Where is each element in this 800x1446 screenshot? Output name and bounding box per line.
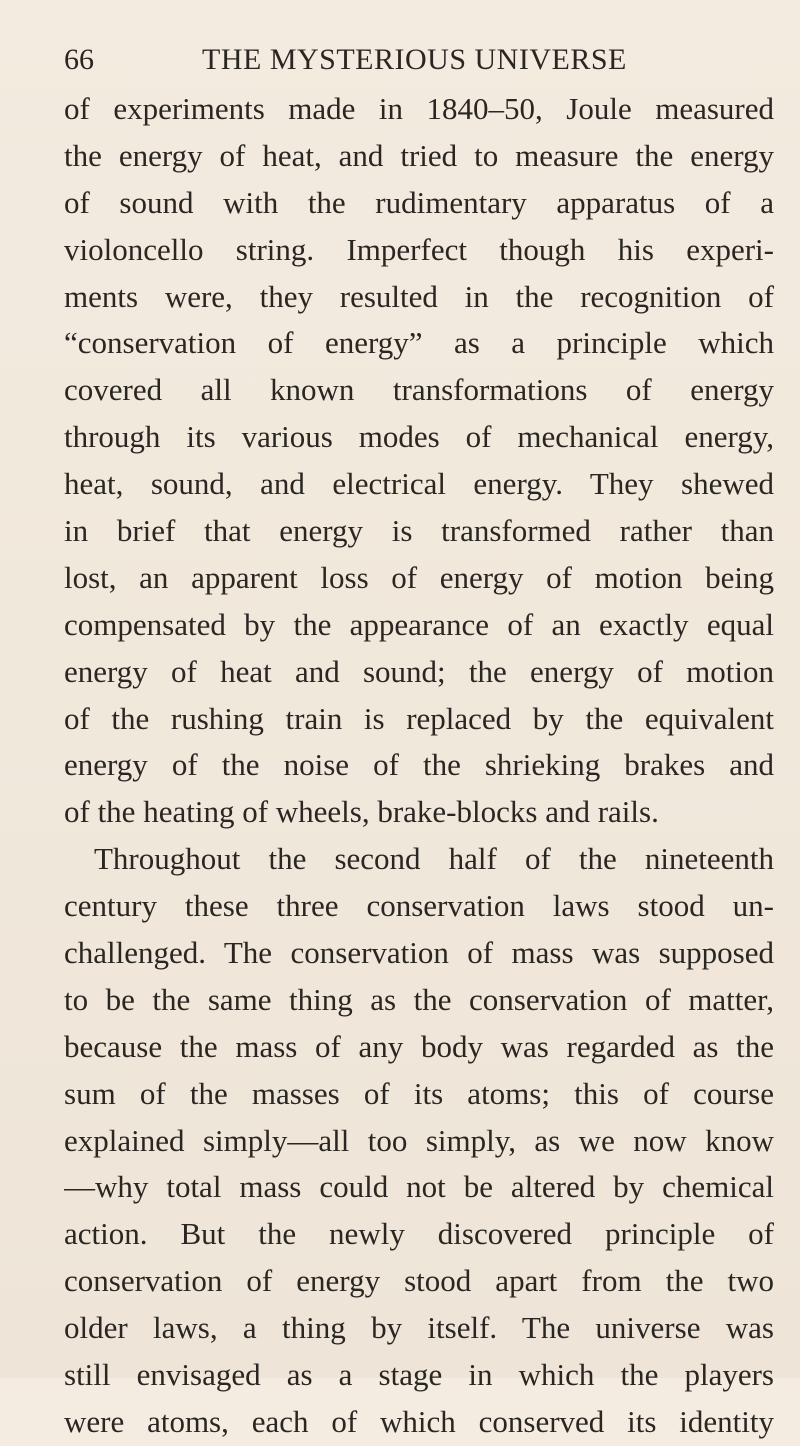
text-line: ments were, they resulted in the recognition of [64, 278, 774, 314]
text-line: covered all known transformations of energy [64, 372, 774, 408]
text-line: violoncello string. Imperfect though his experi- [64, 231, 774, 267]
text-line: explained simply—all too simply, as we now know [64, 1122, 774, 1158]
text-line: energy of heat and sound; the energy of motion [64, 653, 774, 689]
paragraph-2 [64, 836, 774, 1446]
text-line: through its various modes of mechanical energy, [64, 419, 774, 455]
paragraph-1 [64, 86, 774, 836]
text-line: sum of the masses of its atoms; this of course [64, 1075, 774, 1111]
text-line: older laws, a thing by itself. The universe was [64, 1310, 774, 1346]
text-line: were atoms, each of which conserved its identity [64, 1403, 774, 1439]
text-line: century these three conservation laws stood un- [64, 888, 774, 924]
body-text [64, 86, 774, 1446]
text-line: compensated by the appearance of an exactly equal [64, 606, 774, 642]
text-line: in brief that energy is transformed rather than [64, 513, 774, 549]
text-line: of the heating of wheels, brake-blocks and rails. [64, 794, 659, 830]
text-line: conservation of energy stood apart from the two [64, 1263, 774, 1299]
text-line: of sound with the rudimentary apparatus of a [64, 184, 774, 220]
page-number: 66 [64, 43, 94, 76]
page-header [64, 40, 774, 80]
text-line: —why total mass could not be altered by chemical [64, 1169, 774, 1205]
text-line: the energy of heat, and tried to measure the energy [64, 137, 774, 173]
text-line: lost, an apparent loss of energy of motion being [64, 559, 774, 595]
running-title: THE MYSTERIOUS UNIVERSE [202, 43, 627, 76]
text-line: energy of the noise of the shrieking brakes and [64, 747, 774, 783]
text-line: “conservation of energy” as a principle which [64, 325, 774, 361]
text-line: to be the same thing as the conservation of matter, [64, 981, 774, 1017]
text-line: heat, sound, and electrical energy. They shewed [64, 466, 774, 502]
text-line: still envisaged as a stage in which the players [64, 1357, 774, 1393]
text-line: challenged. The conservation of mass was supposed [64, 935, 774, 971]
text-line: Throughout the second half of the nineteenth [94, 841, 774, 877]
text-line: of experiments made in 1840–50, Joule measured [64, 91, 774, 126]
text-line: of the rushing train is replaced by the equivalent [64, 700, 774, 736]
text-line: because the mass of any body was regarded as the [64, 1028, 774, 1064]
text-line: action. But the newly discovered principle of [64, 1216, 774, 1252]
